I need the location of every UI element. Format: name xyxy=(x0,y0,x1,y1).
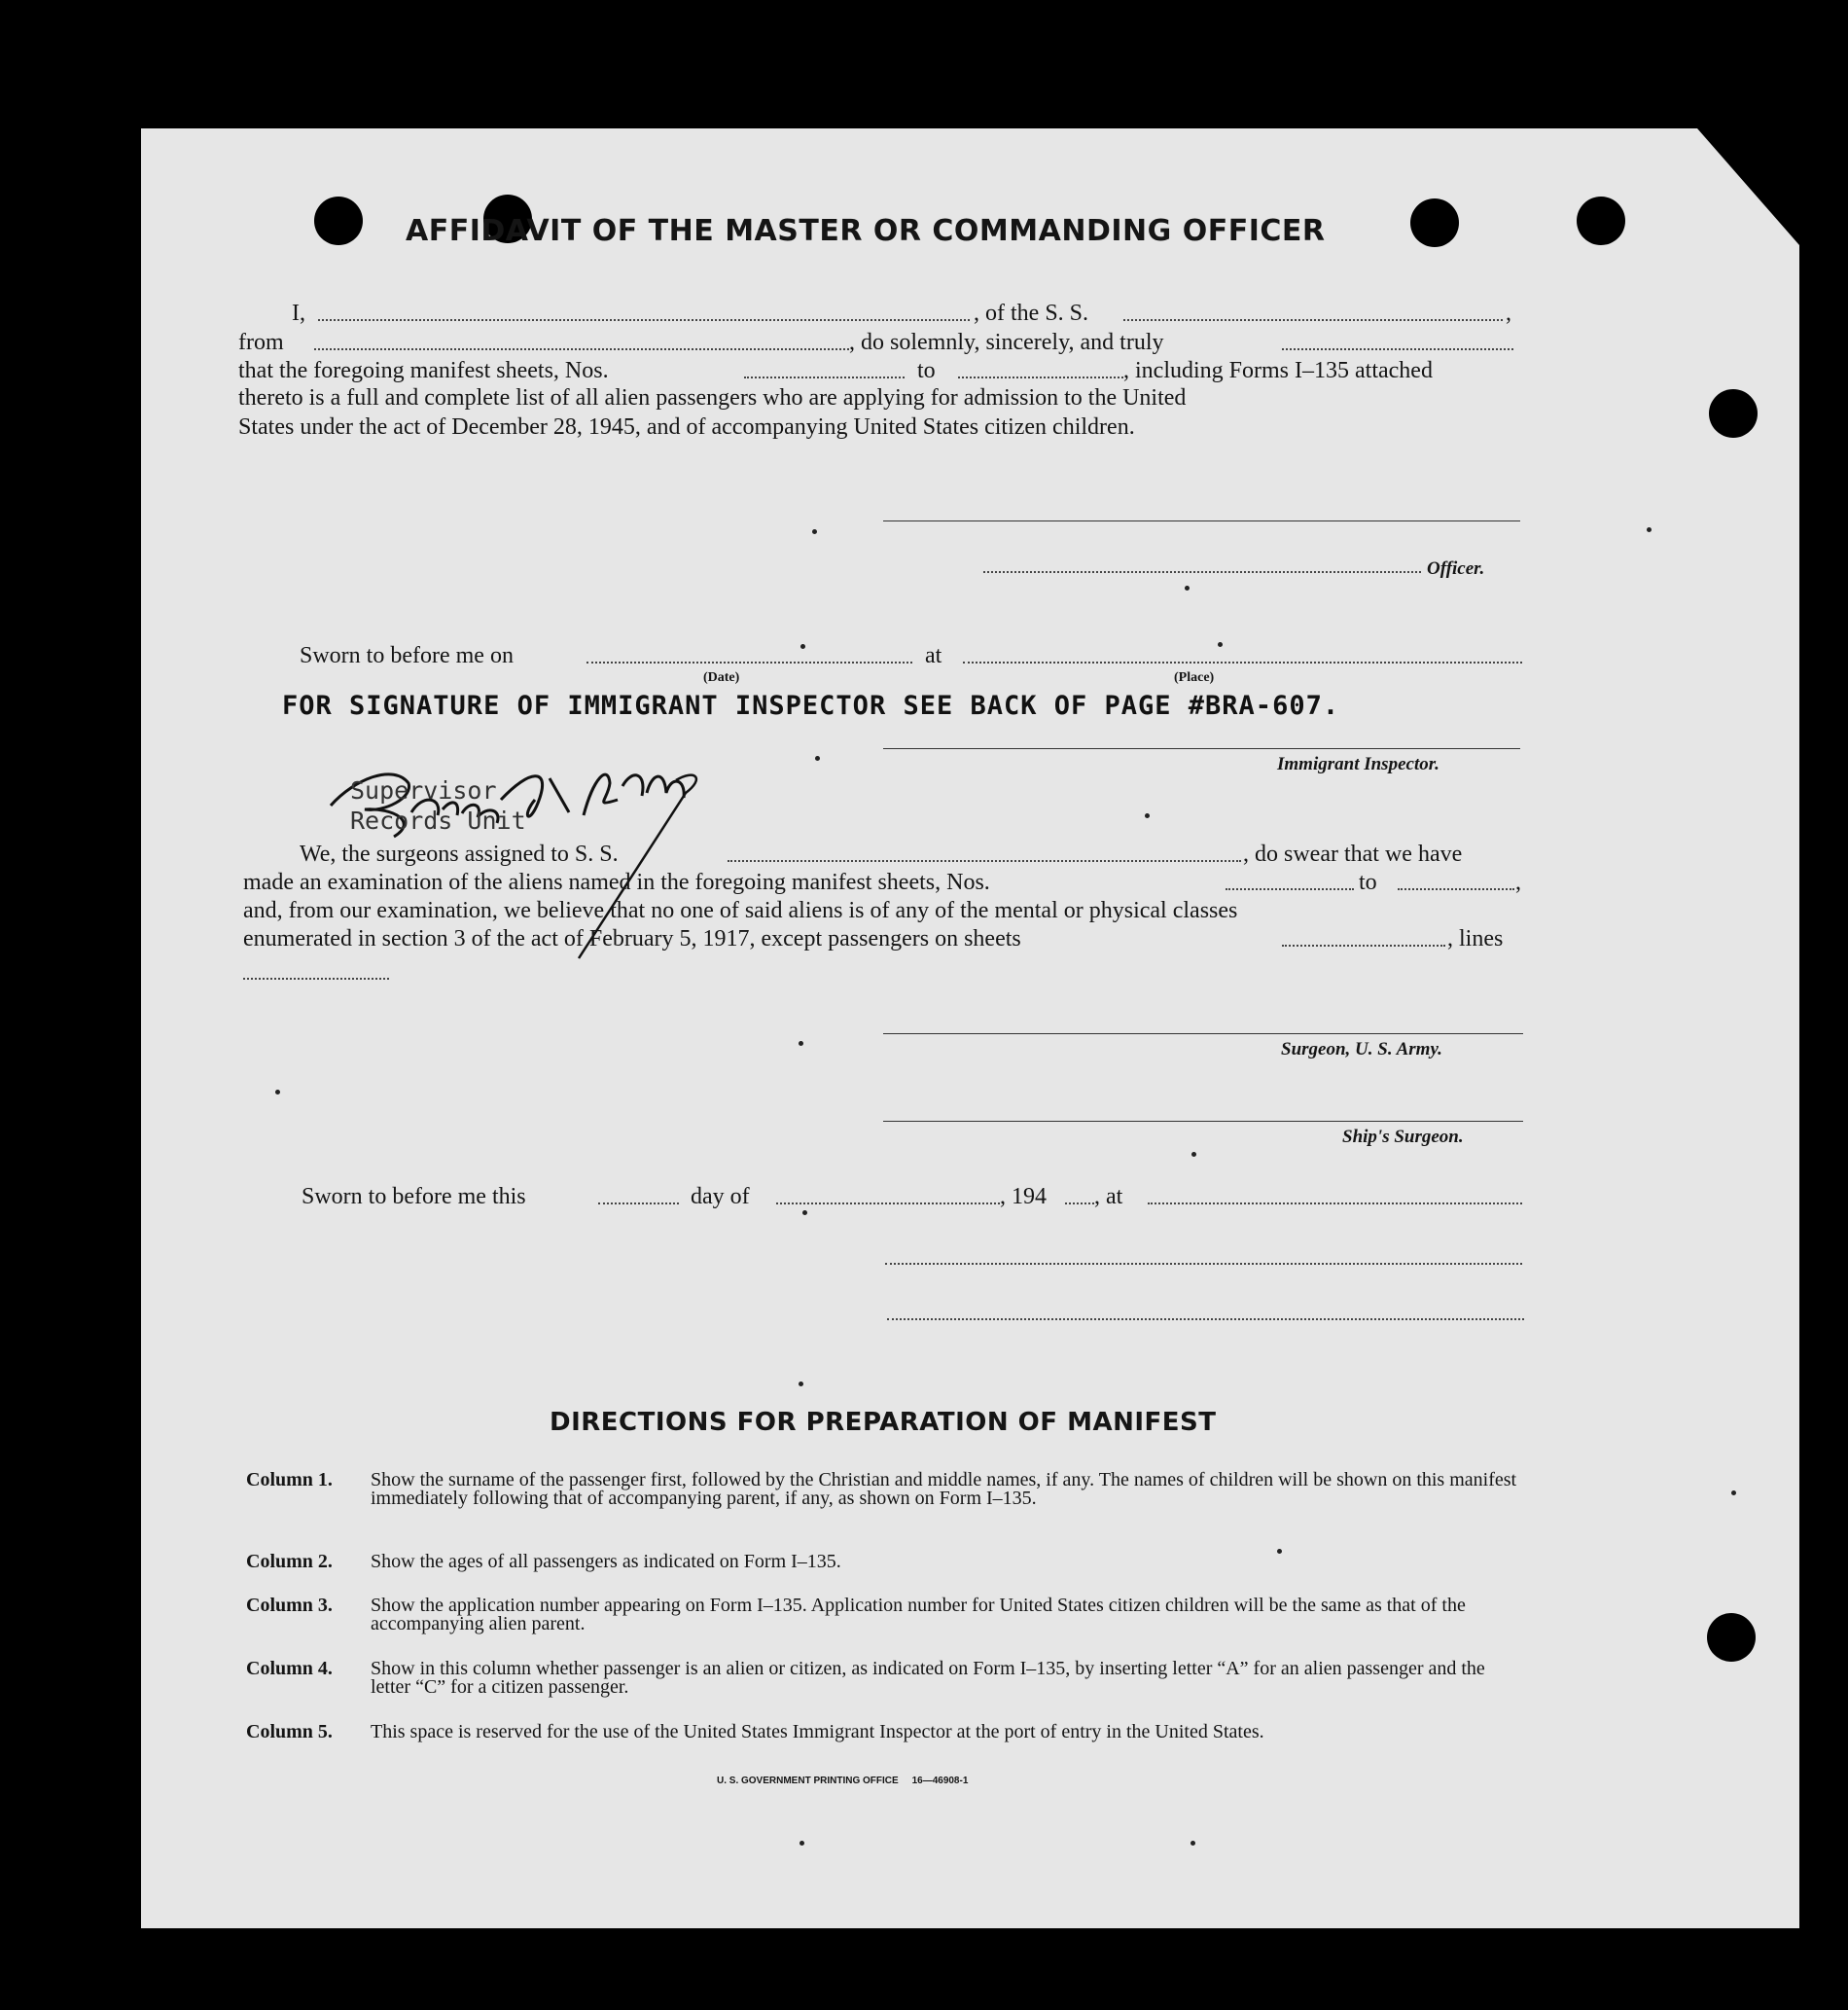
speck xyxy=(1191,1152,1196,1157)
affidavit-title: AFFIDAVIT OF THE MASTER OR COMMANDING OFFICER xyxy=(406,214,1326,248)
surgeons-line1-a: We, the surgeons assigned to S. S. xyxy=(300,842,619,867)
speck xyxy=(275,1090,280,1095)
army-surgeon-signature-line[interactable] xyxy=(883,1033,1523,1034)
speck xyxy=(812,529,817,534)
affidavit-line2-mid: , do solemnly, sincerely, and truly xyxy=(849,330,1164,355)
speck xyxy=(1731,1490,1736,1495)
inspector-stamp: FOR SIGNATURE OF IMMIGRANT INSPECTOR SEE BACK OF PAGE #BRA-607. xyxy=(282,691,1340,721)
sheet-to-field[interactable] xyxy=(958,377,1123,378)
punch-hole xyxy=(1709,389,1758,438)
sworn2-title-line[interactable] xyxy=(887,1318,1524,1320)
speck xyxy=(1647,527,1652,532)
except-sheets-field[interactable] xyxy=(1282,945,1445,947)
date-caption: (Date) xyxy=(703,670,740,685)
column-5-label: Column 5. xyxy=(246,1721,333,1742)
affidavit-line3-a: that the foregoing manifest sheets, Nos. xyxy=(238,358,609,383)
sworn-line-at: at xyxy=(925,643,942,668)
sworn2-day-field[interactable] xyxy=(598,1202,679,1204)
officer-signature-line[interactable] xyxy=(883,520,1520,521)
speck xyxy=(802,1210,807,1215)
sworn-place-field[interactable] xyxy=(963,662,1522,664)
surgeons-line2-end: , xyxy=(1515,870,1521,895)
inspector-signature-line[interactable] xyxy=(883,748,1520,749)
except-lines-field[interactable] xyxy=(243,978,389,980)
sworn2-month-field[interactable] xyxy=(776,1202,1000,1204)
column-1-label: Column 1. xyxy=(246,1469,333,1490)
place-caption: (Place) xyxy=(1174,670,1215,685)
punch-hole xyxy=(1410,198,1459,247)
speck xyxy=(1191,1841,1195,1846)
affidavit-line1-end: , xyxy=(1506,301,1511,326)
ship-name-field[interactable] xyxy=(1123,319,1503,321)
punch-hole xyxy=(314,197,363,245)
document-page xyxy=(141,128,1799,1928)
speck xyxy=(1185,586,1190,591)
supervisor-title-line2: Records Unit xyxy=(350,807,526,835)
from-port-field[interactable] xyxy=(314,348,849,350)
surgeons-sheet-from-field[interactable] xyxy=(1226,888,1354,890)
affidavit-line3-b: , including Forms I–135 attached xyxy=(1123,358,1433,383)
surgeons-line4-b: , lines xyxy=(1447,926,1504,951)
column-5-text: This space is reserved for the use of the United States Immigrant Inspector at the port of entry in the United States. xyxy=(371,1721,1264,1742)
column-4-label: Column 4. xyxy=(246,1658,333,1679)
column-2-label: Column 2. xyxy=(246,1551,333,1572)
column-3-label: Column 3. xyxy=(246,1595,333,1616)
affidavit-line1-i: I, xyxy=(292,301,305,326)
ship-surgeon-signature-line[interactable] xyxy=(883,1121,1523,1122)
surgeons-sheet-to-field[interactable] xyxy=(1398,888,1514,890)
surgeons-line1-b: , do swear that we have xyxy=(1243,842,1463,867)
sworn-date-field[interactable] xyxy=(586,662,912,664)
affirmation-field[interactable] xyxy=(1282,348,1513,350)
sworn2-year-field[interactable] xyxy=(1065,1202,1094,1204)
sworn2-place-field[interactable] xyxy=(1148,1202,1522,1204)
column-4-text: Show in this column whether passenger is an alien or citizen, as indicated on Form I–135, by inserting letter “A” for an alien passenger and the letter “C” for a citizen passenger. xyxy=(371,1658,1485,1698)
affidavit-line5: States under the act of December 28, 1945, and of accompanying United States citizen children. xyxy=(238,414,1135,440)
army-surgeon-caption: Surgeon, U. S. Army. xyxy=(1281,1039,1442,1059)
affidavit-line1-ss: , of the S. S. xyxy=(974,301,1089,326)
column-3-text: Show the application number appearing on Form I–135. Application number for United States citizen children will be the same as that of the accompanying alien parent. xyxy=(371,1595,1466,1634)
sworn2-c: , 194 xyxy=(1000,1184,1047,1209)
speck xyxy=(799,1382,803,1386)
speck xyxy=(1145,813,1150,818)
affidavit-line2-from: from xyxy=(238,330,284,355)
printing-office-footer: U. S. GOVERNMENT PRINTING OFFICE 16—46908-1 xyxy=(717,1776,969,1786)
sworn2-signature-line[interactable] xyxy=(885,1263,1522,1265)
master-name-field[interactable] xyxy=(318,319,970,321)
affidavit-line3-to: to xyxy=(917,358,936,383)
surgeons-ship-field[interactable] xyxy=(728,860,1241,862)
inspector-caption: Immigrant Inspector. xyxy=(1277,754,1439,774)
officer-title-line[interactable] xyxy=(983,571,1421,573)
supervisor-title-line1: Supervisor xyxy=(350,776,497,805)
torn-corner xyxy=(1697,128,1799,245)
sworn2-a: Sworn to before me this xyxy=(302,1184,526,1209)
surgeons-line4-a: enumerated in section 3 of the act of February 5, 1917, except passengers on sheets xyxy=(243,926,1021,951)
speck xyxy=(799,1041,803,1046)
surgeons-line2-a: made an examination of the aliens named in the foregoing manifest sheets, Nos. xyxy=(243,870,990,895)
punch-hole xyxy=(1577,197,1625,245)
sheet-from-field[interactable] xyxy=(744,377,905,378)
directions-title: DIRECTIONS FOR PREPARATION OF MANIFEST xyxy=(550,1408,1217,1437)
column-1-text: Show the surname of the passenger first, followed by the Christian and middle names, if any. The names of children will be shown on this manifest immediately following that of accompanying parent, if any, as shown on Form I–135. xyxy=(371,1469,1517,1509)
affidavit-line4: thereto is a full and complete list of all alien passengers who are applying for admission to the United xyxy=(238,385,1187,411)
ship-surgeon-caption: Ship's Surgeon. xyxy=(1342,1127,1464,1147)
officer-caption: Officer. xyxy=(1427,558,1485,579)
punch-hole xyxy=(1707,1613,1756,1662)
speck xyxy=(800,1841,804,1846)
sworn2-b: day of xyxy=(691,1184,750,1209)
sworn-line-a: Sworn to before me on xyxy=(300,643,514,668)
speck xyxy=(815,756,820,761)
column-2-text: Show the ages of all passengers as indicated on Form I–135. xyxy=(371,1551,841,1572)
surgeons-line3: and, from our examination, we believe that no one of said aliens is of any of the mental or physical classes xyxy=(243,898,1238,923)
speck xyxy=(1218,642,1223,647)
speck xyxy=(800,644,805,649)
speck xyxy=(1277,1549,1282,1554)
surgeons-line2-to: to xyxy=(1359,870,1377,895)
sworn2-d: , at xyxy=(1094,1184,1123,1209)
